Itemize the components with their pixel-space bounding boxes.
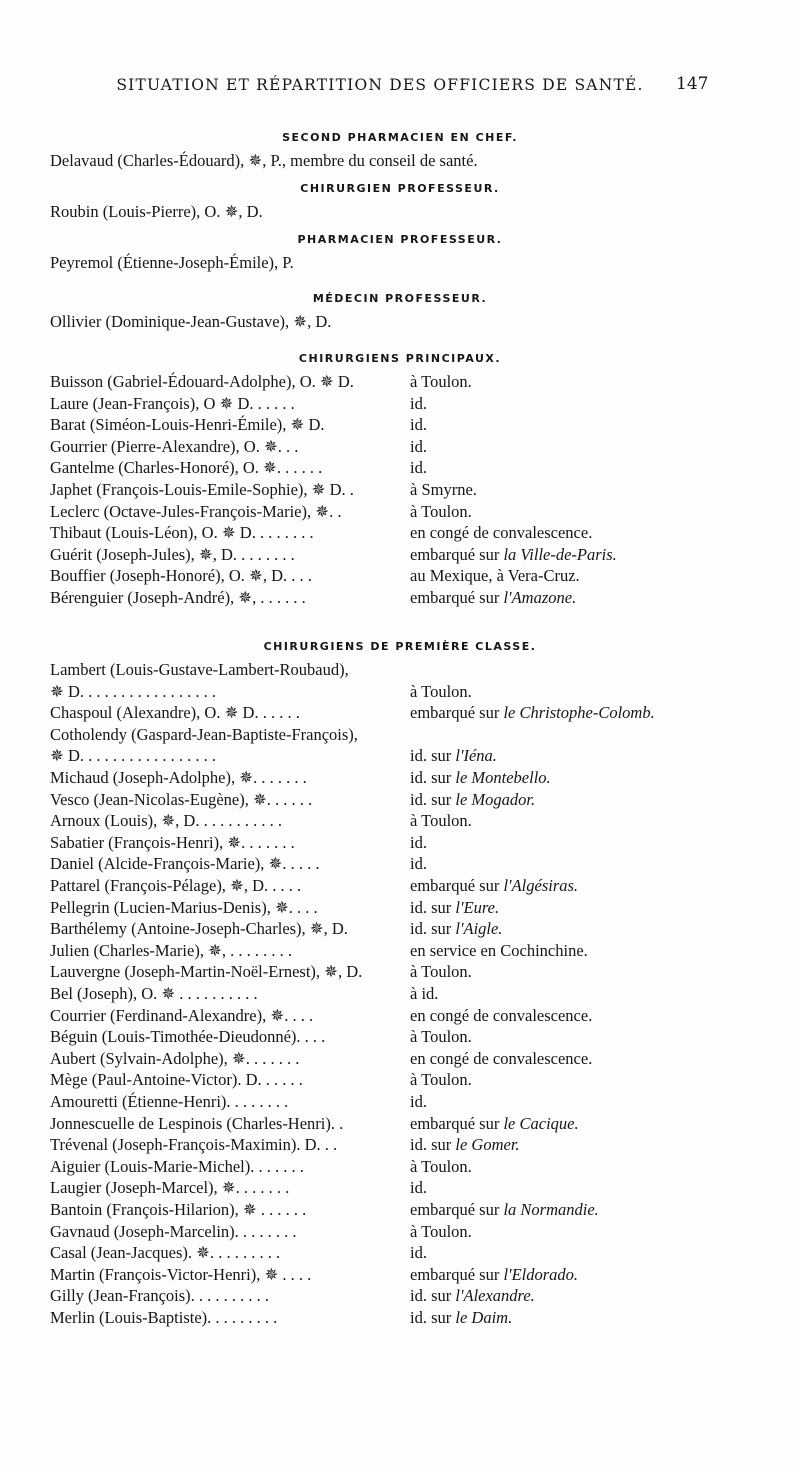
officer-location <box>410 702 655 724</box>
officer-location <box>410 897 499 919</box>
officer-name: Michaud (Joseph-Adolphe), ✵. . . . . . . <box>50 768 307 787</box>
running-title: SITUATION ET RÉPARTITION DES OFFICIERS DE SANTÉ. <box>116 76 644 94</box>
officer-location <box>410 1177 427 1199</box>
officer-name: Peyremol (Étienne-Joseph-Émile), P. <box>50 253 294 272</box>
officer-name: Casal (Jean-Jacques). ✵. . . . . . . . . <box>50 1243 281 1263</box>
officer-entry <box>50 875 770 897</box>
officer-entry <box>50 1264 770 1286</box>
ship-name: le Cacique. <box>503 1113 579 1133</box>
officer-entry <box>50 150 770 172</box>
officer-entry <box>50 767 770 789</box>
officer-name: Gourrier (Pierre-Alexandre), O. ✵. . . <box>50 436 299 456</box>
officer-location <box>410 853 427 875</box>
officer-name: Buisson (Gabriel-Édouard-Adolphe), O. ✵ D. <box>50 372 354 391</box>
officer-location <box>410 587 576 609</box>
officer-entry <box>50 1285 770 1307</box>
officer-entry <box>50 522 770 544</box>
officer-entry <box>50 1048 770 1070</box>
location-text: à Toulon. <box>410 811 472 831</box>
officer-entry <box>50 1242 770 1264</box>
officer-name: Lauvergne (Joseph-Martin-Noël-Ernest), ✵, D. <box>50 962 363 982</box>
officer-location <box>410 1242 427 1264</box>
location-text: embarqué sur <box>410 588 500 607</box>
officer-location <box>410 414 427 436</box>
location-text: en congé de convalescence. <box>410 1048 593 1068</box>
officer-entry <box>50 544 770 566</box>
officer-name: Aiguier (Louis-Marie-Michel). . . . . . . <box>50 1156 304 1176</box>
officer-location <box>410 457 427 479</box>
location-text: embarqué sur <box>410 876 500 895</box>
officer-entry <box>50 853 770 875</box>
officer-location <box>410 940 588 962</box>
officer-name: Thibaut (Louis-Léon), O. ✵ D. . . . . . . . <box>50 523 314 543</box>
officer-location <box>410 393 427 415</box>
ship-name: l'Eldorado. <box>503 1264 579 1284</box>
officer-location <box>410 767 551 789</box>
officer-entry <box>50 436 770 458</box>
officer-entry <box>50 681 770 703</box>
officer-location <box>410 1113 579 1135</box>
officer-name: ✵ D. . . . . . . . . . . . . . . . . <box>50 681 216 701</box>
officer-name: Bouffier (Joseph-Honoré), O. ✵, D. . . . <box>50 566 312 586</box>
officer-entry <box>50 201 770 223</box>
officer-name: Leclerc (Octave-Jules-François-Marie), ✵. . <box>50 501 342 521</box>
location-text: id. <box>410 415 427 435</box>
officer-location <box>410 565 580 587</box>
officer-location <box>410 479 477 501</box>
location-text: id. <box>410 393 427 413</box>
officer-location <box>410 810 472 832</box>
page-number: 147 <box>676 74 709 94</box>
location-text: en congé de convalescence. <box>410 1005 593 1025</box>
ship-name: l'Eure. <box>455 897 500 917</box>
section-heading: PHARMACIEN PROFESSEUR. <box>297 233 503 246</box>
location-text: id. sur <box>410 789 452 809</box>
ship-name: le Daim. <box>455 1308 513 1327</box>
officer-location <box>410 371 472 393</box>
officer-name: Ollivier (Dominique-Jean-Gustave), ✵, D. <box>50 312 332 331</box>
officer-name: Trévenal (Joseph-François-Maximin). D. . . <box>50 1135 338 1155</box>
officer-entry <box>50 659 770 681</box>
location-text: embarqué sur <box>410 1264 500 1284</box>
officer-entry <box>50 789 770 811</box>
officer-name: Courrier (Ferdinand-Alexandre), ✵. . . . <box>50 1005 314 1025</box>
location-text: id. sur <box>410 1308 452 1327</box>
ship-name: le Mogador. <box>455 789 536 809</box>
location-text: id. <box>410 1178 427 1198</box>
officer-location <box>410 983 438 1005</box>
officer-name: Vesco (Jean-Nicolas-Eugène), ✵. . . . . . <box>50 789 313 809</box>
location-text: à Toulon. <box>410 681 472 701</box>
officer-name: Mège (Paul-Antoine-Victor). D. . . . . . <box>50 1070 303 1090</box>
officer-name: Lambert (Louis-Gustave-Lambert-Roubaud), <box>50 660 349 679</box>
officer-entry <box>50 1156 770 1178</box>
ship-name: la Ville-de-Paris. <box>503 544 617 564</box>
location-text: à Smyrne. <box>410 480 477 499</box>
officer-entry <box>50 457 770 479</box>
officer-entry <box>50 1307 770 1329</box>
location-text: id. sur <box>410 919 452 939</box>
officer-entry <box>50 501 770 523</box>
location-text: embarqué sur <box>410 1200 500 1219</box>
officer-name: Pattarel (François-Pélage), ✵, D. . . . . <box>50 876 302 895</box>
officer-name: Gilly (Jean-François). . . . . . . . . . <box>50 1286 270 1306</box>
officer-entry <box>50 983 770 1005</box>
ship-name: le Montebello. <box>455 768 551 787</box>
officer-entry <box>50 479 770 501</box>
officer-location <box>410 745 497 767</box>
section-heading: CHIRURGIENS DE PREMIÈRE CLASSE. <box>263 640 537 653</box>
officer-name: Béguin (Louis-Timothée-Dieudonné). . . . <box>50 1027 326 1047</box>
officer-name: Guérit (Joseph-Jules), ✵, D. . . . . . . . <box>50 544 295 564</box>
location-text: id. sur <box>410 897 452 917</box>
section-heading: MÉDECIN PROFESSEUR. <box>312 292 488 305</box>
officer-entry <box>50 1199 770 1221</box>
officer-entry <box>50 1026 770 1048</box>
officer-name: Pellegrin (Lucien-Marius-Denis), ✵. . . . <box>50 897 318 917</box>
officer-entry <box>50 393 770 415</box>
officer-name: Arnoux (Louis), ✵, D. . . . . . . . . . . <box>50 811 282 831</box>
location-text: embarqué sur <box>410 544 500 564</box>
officer-location <box>410 544 617 566</box>
ship-name: l'Alexandre. <box>455 1286 535 1306</box>
officer-name: Aubert (Sylvain-Adolphe), ✵. . . . . . . <box>50 1048 300 1068</box>
officer-entry <box>50 565 770 587</box>
officer-location <box>410 1221 472 1243</box>
ship-name: le Christophe-Colomb. <box>503 703 655 723</box>
officer-location <box>410 1026 472 1048</box>
officer-entry <box>50 832 770 854</box>
officer-location <box>410 832 427 854</box>
location-text: embarqué sur <box>410 703 500 723</box>
location-text: à Toulon. <box>410 1070 472 1090</box>
officer-location <box>410 961 472 983</box>
officer-entry <box>50 940 770 962</box>
location-text: id. <box>410 854 427 874</box>
location-text: à Toulon. <box>410 1221 472 1241</box>
officer-entry <box>50 961 770 983</box>
officer-location <box>410 1307 512 1329</box>
officer-location <box>410 1285 535 1307</box>
officer-name: Chaspoul (Alexandre), O. ✵ D. . . . . . <box>50 703 300 723</box>
officer-name: Laugier (Joseph-Marcel), ✵. . . . . . . <box>50 1178 290 1198</box>
section-heading: CHIRURGIENS PRINCIPAUX. <box>298 352 502 365</box>
officer-name: Barat (Siméon-Louis-Henri-Émile), ✵ D. <box>50 415 325 435</box>
section-heading: CHIRURGIEN PROFESSEUR. <box>300 182 500 195</box>
officer-name: Barthélemy (Antoine-Joseph-Charles), ✵, D. <box>50 919 348 939</box>
officer-entry <box>50 897 770 919</box>
officer-entry <box>50 587 770 609</box>
officer-entry <box>50 414 770 436</box>
officer-entry <box>50 702 770 724</box>
location-text: en service en Cochinchine. <box>410 940 588 960</box>
officer-location <box>410 1156 472 1178</box>
location-text: id. <box>410 1092 427 1111</box>
officer-location <box>410 1069 472 1091</box>
officer-entry <box>50 1069 770 1091</box>
location-text: id. <box>410 1243 427 1263</box>
officer-entry <box>50 745 770 767</box>
officer-name: Amouretti (Étienne-Henri). . . . . . . . <box>50 1092 289 1111</box>
officer-name: Cotholendy (Gaspard-Jean-Baptiste-François), <box>50 724 358 744</box>
location-text: en congé de convalescence. <box>410 523 593 543</box>
officer-name: Gantelme (Charles-Honoré), O. ✵. . . . . . <box>50 458 323 478</box>
officer-name: ✵ D. . . . . . . . . . . . . . . . . <box>50 746 216 766</box>
officer-name: Martin (François-Victor-Henri), ✵ . . . . <box>50 1264 312 1284</box>
location-text: à Toulon. <box>410 501 472 521</box>
ship-name: l'Aigle. <box>455 919 503 939</box>
officer-location <box>410 918 502 940</box>
officer-name: Bérenguier (Joseph-André), ✵, . . . . . . <box>50 588 306 607</box>
officer-location <box>410 501 472 523</box>
officer-location <box>410 875 578 897</box>
officer-location <box>410 1134 520 1156</box>
officer-entry <box>50 1091 770 1113</box>
location-text: à Toulon. <box>410 372 472 391</box>
ship-name: la Normandie. <box>503 1200 599 1219</box>
officer-entry <box>50 1113 770 1135</box>
location-text: id. sur <box>410 1135 452 1155</box>
officer-entry <box>50 1177 770 1199</box>
officer-entry <box>50 810 770 832</box>
officer-entry <box>50 918 770 940</box>
officer-entry <box>50 724 770 746</box>
officer-entry <box>50 1005 770 1027</box>
ship-name: l'Algésiras. <box>503 876 579 895</box>
officer-entry <box>50 1221 770 1243</box>
officer-name: Merlin (Louis-Baptiste). . . . . . . . . <box>50 1308 278 1327</box>
location-text: à Toulon. <box>410 962 472 982</box>
section-heading: SECOND PHARMACIEN EN CHEF. <box>282 131 518 144</box>
officer-location <box>410 1199 599 1221</box>
location-text: id. <box>410 436 427 456</box>
officer-name: Laure (Jean-François), O ✵ D. . . . . . <box>50 393 295 413</box>
officer-entry <box>50 371 770 393</box>
officer-location <box>410 1048 592 1070</box>
location-text: à id. <box>410 984 439 1003</box>
officer-location <box>410 681 472 703</box>
officer-entry <box>50 252 770 274</box>
location-text: au Mexique, à Vera-Cruz. <box>410 566 580 586</box>
location-text: id. sur <box>410 768 452 787</box>
officer-name: Bantoin (François-Hilarion), ✵ . . . . . . <box>50 1200 307 1219</box>
location-text: à Toulon. <box>410 1027 472 1047</box>
officer-name: Julien (Charles-Marie), ✵, . . . . . . . . <box>50 940 293 960</box>
officer-location <box>410 1005 592 1027</box>
ship-name: l'Amazone. <box>503 588 577 607</box>
ship-name: le Gomer. <box>455 1135 520 1155</box>
location-text: id. <box>410 832 427 852</box>
ship-name: l'Iéna. <box>455 746 497 766</box>
officer-entry <box>50 311 770 333</box>
location-text: id. sur <box>410 1286 452 1306</box>
officer-entry <box>50 1134 770 1156</box>
officer-name: Roubin (Louis-Pierre), O. ✵, D. <box>50 202 263 221</box>
location-text: id. sur <box>410 746 452 766</box>
officer-name: Gavnaud (Joseph-Marcelin). . . . . . . . <box>50 1221 297 1241</box>
officer-name: Daniel (Alcide-François-Marie), ✵. . . . . <box>50 854 320 874</box>
officer-location <box>410 522 592 544</box>
location-text: embarqué sur <box>410 1113 500 1133</box>
officer-name: Bel (Joseph), O. ✵ . . . . . . . . . . <box>50 984 258 1003</box>
officer-location <box>410 436 427 458</box>
officer-name: Japhet (François-Louis-Emile-Sophie), ✵ D. . <box>50 480 354 499</box>
officer-name: Sabatier (François-Henri), ✵. . . . . . . <box>50 832 295 852</box>
officer-location <box>410 789 535 811</box>
officer-location <box>410 1264 578 1286</box>
location-text: id. <box>410 458 427 478</box>
officer-name: Delavaud (Charles-Édouard), ✵, P., membre du conseil de santé. <box>50 151 478 170</box>
officer-location <box>410 1091 427 1113</box>
location-text: à Toulon. <box>410 1156 472 1176</box>
officer-name: Jonnescuelle de Lespinois (Charles-Henri). . <box>50 1113 344 1133</box>
